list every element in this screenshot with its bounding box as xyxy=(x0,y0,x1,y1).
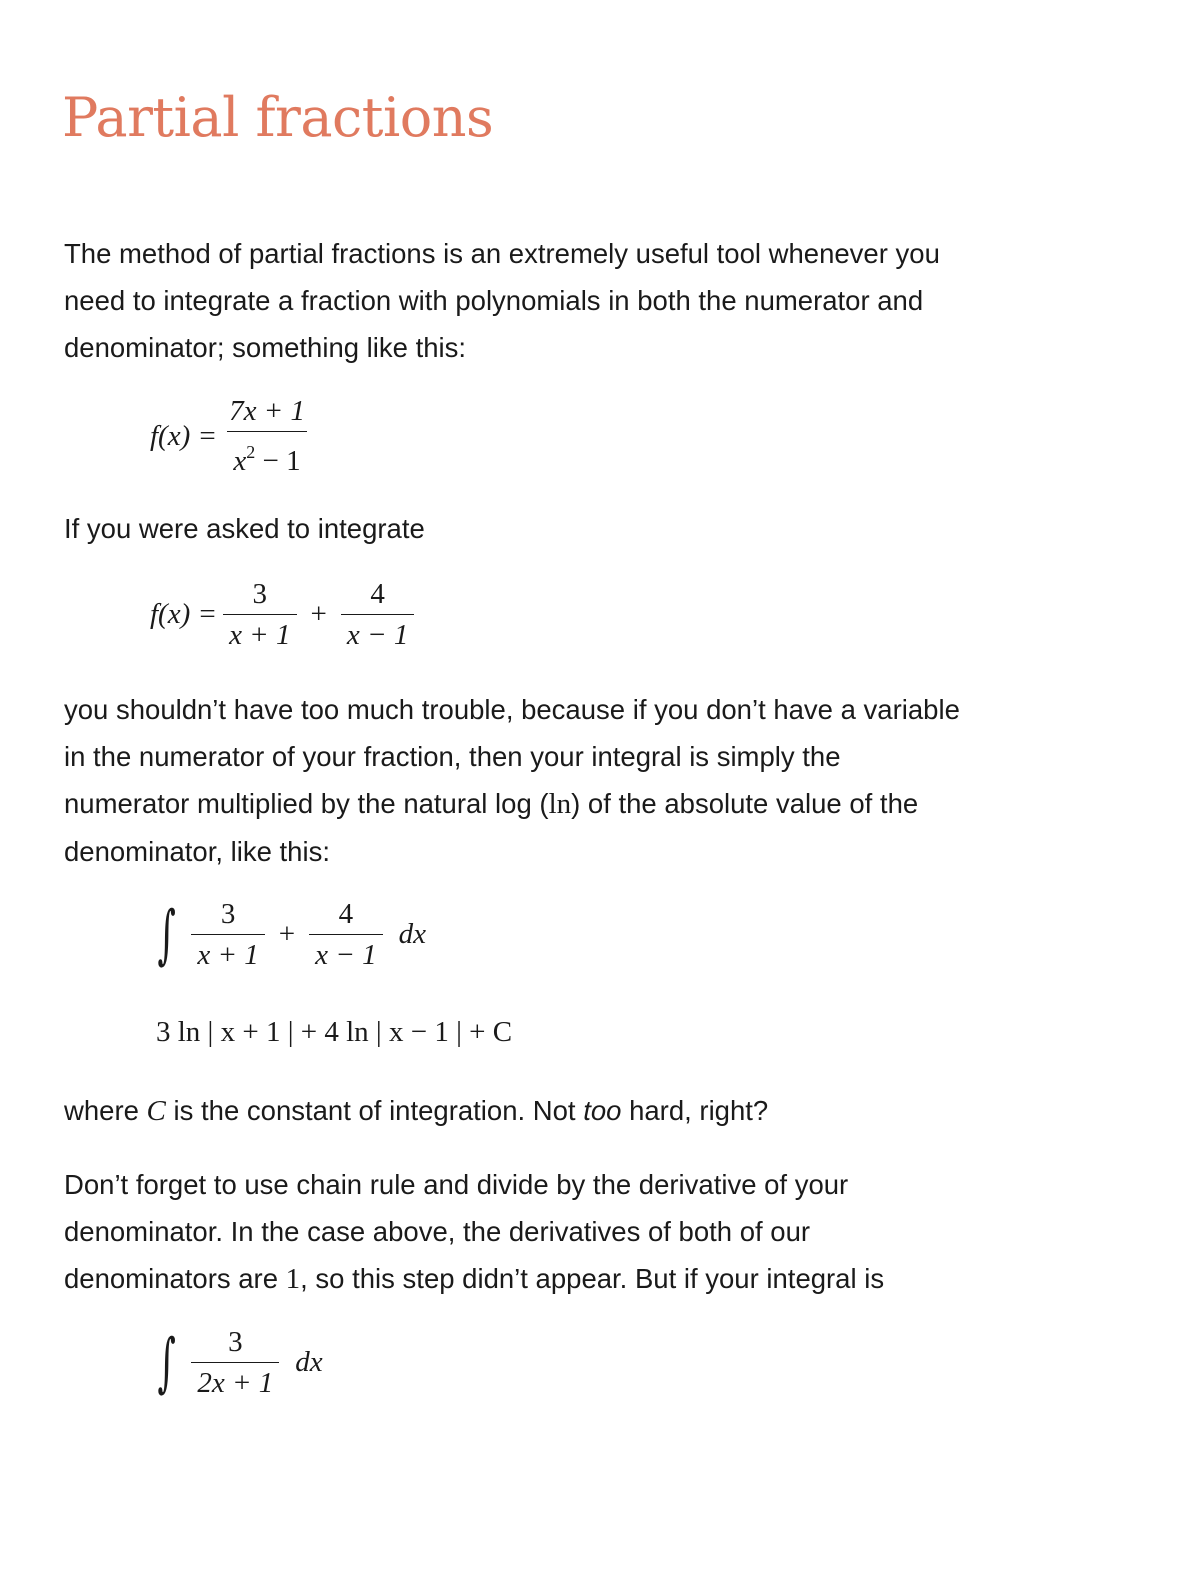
eq3-denominator-2: x − 1 xyxy=(309,934,382,971)
eq1-lhs: f(x) = xyxy=(150,419,218,452)
intro-line-2: need to integrate a fraction with polynomials in both the numerator and xyxy=(64,285,924,316)
eq5-dx: dx xyxy=(295,1346,323,1378)
integrate-line: If you were asked to integrate xyxy=(64,513,425,544)
eq2-fraction-2 xyxy=(341,578,414,651)
eq2-fraction-1 xyxy=(223,578,296,651)
eq2-numerator-2: 4 xyxy=(370,578,385,610)
chain-rule-line-3: denominators are 1, so this step didn’t appear. But if your integral is xyxy=(64,1263,885,1295)
eq2-plus: + xyxy=(310,598,327,630)
eq3-dx: dx xyxy=(398,918,426,950)
constant-line: where C is the constant of integration. Not too hard, right? xyxy=(64,1095,769,1127)
equation-f-of-x xyxy=(150,395,317,477)
eq3-fraction-1 xyxy=(191,898,264,971)
chain-rule-paragraph xyxy=(64,1161,1144,1303)
eq4-expression: 3 ln | x + 1 | + 4 ln | x − 1 | + C xyxy=(156,1016,513,1048)
integrate-paragraph xyxy=(64,505,1144,552)
eq3-denominator-1: x + 1 xyxy=(191,934,264,971)
integral-sign-icon: ∫ xyxy=(157,897,176,972)
explanation-paragraph xyxy=(64,686,1144,875)
eq5-denominator: 2x + 1 xyxy=(191,1362,279,1399)
explanation-line-2: in the numerator of your fraction, then your integral is simply the xyxy=(64,741,841,772)
eq3-fraction-2 xyxy=(309,898,382,971)
equation-integral-result xyxy=(156,1016,512,1049)
eq2-denominator-1: x + 1 xyxy=(223,614,296,651)
equation-integral-2x xyxy=(150,1326,323,1399)
chain-rule-line-1: Don’t forget to use chain rule and divide by the derivative of your xyxy=(64,1169,849,1200)
eq3-plus: + xyxy=(278,918,296,950)
intro-line-1: The method of partial fractions is an extremely useful tool whenever you xyxy=(64,238,940,269)
eq1-denominator: $x^2 - 1$ xyxy=(227,431,306,477)
eq3-numerator-1: 3 xyxy=(220,898,236,930)
eq5-numerator: 3 xyxy=(228,1326,243,1358)
constant-paragraph xyxy=(64,1087,1144,1135)
integral-sign-icon: ∫ xyxy=(157,1325,176,1400)
eq5-fraction xyxy=(191,1326,279,1399)
intro-line-3: denominator; something like this: xyxy=(64,332,467,363)
equation-integral-sum xyxy=(150,898,426,971)
intro-paragraph xyxy=(64,230,1144,371)
eq2-denominator-2: x − 1 xyxy=(341,614,414,651)
page-title: Partial fractions xyxy=(62,86,494,149)
eq1-numerator: 7x + 1 xyxy=(229,395,306,427)
explanation-line-1: you shouldn’t have too much trouble, because if you don’t have a variable xyxy=(64,694,960,725)
eq1-fraction xyxy=(223,395,311,477)
eq3-numerator-2: 4 xyxy=(338,898,354,930)
chain-rule-line-2: denominator. In the case above, the derivatives of both of our xyxy=(64,1216,811,1247)
explanation-line-4: denominator, like this: xyxy=(64,836,330,867)
eq2-lhs: f(x) = xyxy=(150,598,218,630)
equation-sum-of-fractions xyxy=(150,578,420,651)
eq2-numerator-1: 3 xyxy=(252,578,268,610)
explanation-line-3: numerator multiplied by the natural log (ln) of the absolute value of the xyxy=(64,788,919,820)
